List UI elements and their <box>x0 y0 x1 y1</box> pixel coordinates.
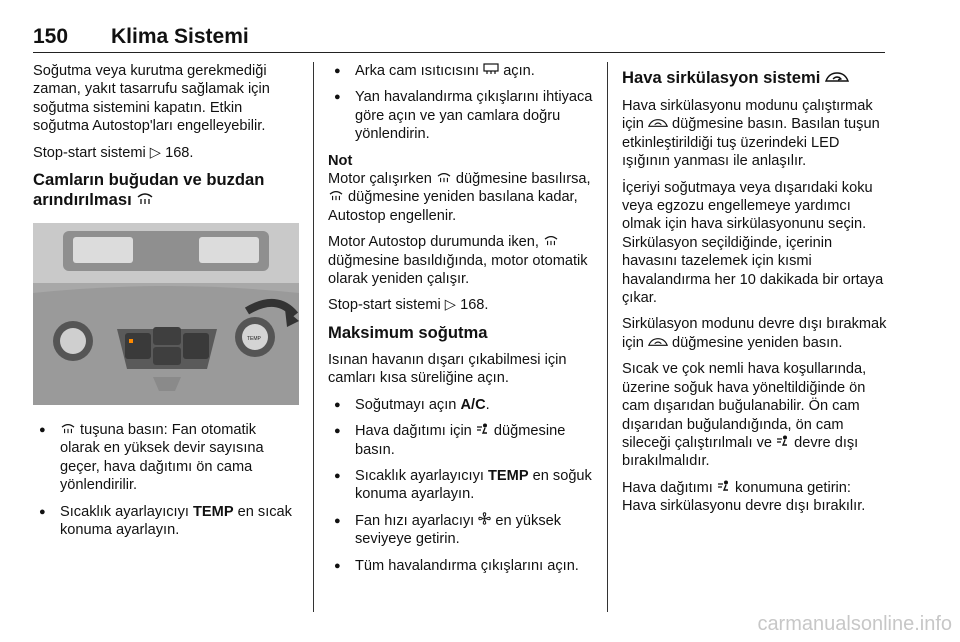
column-divider-1 <box>313 62 314 612</box>
note-paragraph-1: Motor çalışırken düğmesine basılırsa, düğmesine yeniden basılana kadar, Autostop engellenir. <box>328 171 591 224</box>
defrost-steps <box>33 421 299 539</box>
list-item: ● Arka cam ısıtıcısını açın. <box>328 62 596 80</box>
column-3 <box>622 62 888 524</box>
heading-max-cooling: Maksimum soğutma <box>328 322 488 342</box>
fan-icon <box>478 512 491 530</box>
list-item: ● Soğutmayı açın A/C. <box>328 396 596 414</box>
note-paragraph-2: Motor Autostop durumunda iken, düğmesine basıldığında, motor otomatik olarak yeniden çalışır. <box>328 234 588 288</box>
list-item: ● Tüm havalandırma çıkışlarını açın. <box>328 557 596 575</box>
paragraph-stop-start-ref: Stop-start sistemi ▷ 168. <box>328 297 489 314</box>
heading-defrost: Camların buğudan ve buzdan arındırılması <box>33 170 265 210</box>
list-item: ● Hava dağıtımı için düğmesine basın. <box>328 422 596 459</box>
page-header <box>33 24 885 53</box>
air-recirculation-icon <box>648 334 668 352</box>
note-title: Not <box>328 152 353 169</box>
air-distribution-icon <box>476 422 490 440</box>
column-2 <box>328 62 596 583</box>
svg-text:TEMP: TEMP <box>247 336 261 343</box>
paragraph-recirc-activate: Hava sirkülasyonu modunu çalıştırmak için düğmesine basın. Basılan tuşun etkinleştirildiği tuş üzerindeki LED ışığının yanması ile anlaşılır. <box>622 98 880 170</box>
paragraph-recirc-humid: Sıcak ve çok nemli hava koşullarında, üzerine soğuk hava yöneltildiğinde ön cam dışarıdan buğulanabilir. Ön cam dışarıdan buğulandığında, ön cam sileceği çalıştırılmalı ve devre dışı bırakılmalıdır. <box>622 361 867 470</box>
paragraph-recirc-deactivate: Sirkülasyon modunu devre dışı bırakmak için düğmesine yeniden basın. <box>622 316 887 351</box>
paragraph-stop-start-ref: Stop-start sistemi ▷ 168. <box>33 144 194 161</box>
front-defrost-icon <box>60 421 76 439</box>
arrow-ref-icon: ▷ <box>149 144 162 161</box>
max-cooling-steps <box>328 396 596 575</box>
air-distribution-icon <box>776 434 790 452</box>
air-distribution-icon <box>717 479 731 497</box>
watermark: carmanualsonline.info <box>757 613 952 635</box>
front-defrost-icon <box>436 170 452 188</box>
paragraph-cooling-off: Soğutma veya kurutma gerekmediği zaman, yakıt tasarrufu sağlamak için soğutma sistemini kapatın. Etkin soğutma Autostop'ları engelleyebilir. <box>33 63 270 135</box>
paragraph-max-cooling-intro: Isınan havanın dışarı çıkabilmesi için camları kısa süreliğine açın. <box>328 351 567 387</box>
chapter-title: Klima Sistemi <box>111 25 249 48</box>
column-divider-2 <box>607 62 608 612</box>
arrow-ref-icon: ▷ <box>444 297 457 314</box>
air-recirculation-icon <box>648 115 668 133</box>
list-item: ● Sıcaklık ayarlayıcıyı TEMP en sıcak konuma ayarlayın. <box>33 503 299 540</box>
climate-control-photo <box>33 223 299 405</box>
list-item: ● Fan hızı ayarlacıyı en yüksek seviyeye getirin. <box>328 512 596 549</box>
front-defrost-icon <box>328 188 344 206</box>
paragraph-recirc-purpose: İçeriyi soğutmaya veya dışarıdaki koku veya egzozu engellemeye yardımcı olmak için hava sirkülasyonunu seçin. Sirkülasyon seçildiğinde, içerinin havasını tazelemek için kısmi havalandırma her 10 dakikada bir ortaya çıkar. <box>622 179 884 307</box>
paragraph-recirc-distribution: Hava dağıtımı konumuna getirin: Hava sirkülasyonu devre dışı bırakılır. <box>622 479 866 515</box>
defrost-steps-continued <box>328 62 596 144</box>
heading-recirculation: Hava sirkülasyon sistemi <box>622 68 888 89</box>
rear-window-heater-icon <box>483 62 499 80</box>
front-defrost-icon <box>136 191 154 211</box>
air-recirculation-icon <box>825 69 849 89</box>
list-item: ● Yan havalandırma çıkışlarını ihtiyaca göre açın ve yan camlara doğru yönlendirin. <box>328 88 596 143</box>
front-defrost-icon <box>543 233 559 251</box>
list-item: ● tuşuna basın: Fan otomatik olarak en yüksek devir sayısına geçer, hava dağıtımı ön cama yönlendirilir. <box>33 421 299 495</box>
page-number: 150 <box>33 25 69 48</box>
list-item: ● Sıcaklık ayarlayıcıyı TEMP en soğuk konuma ayarlayın. <box>328 467 596 504</box>
column-1 <box>33 62 299 547</box>
